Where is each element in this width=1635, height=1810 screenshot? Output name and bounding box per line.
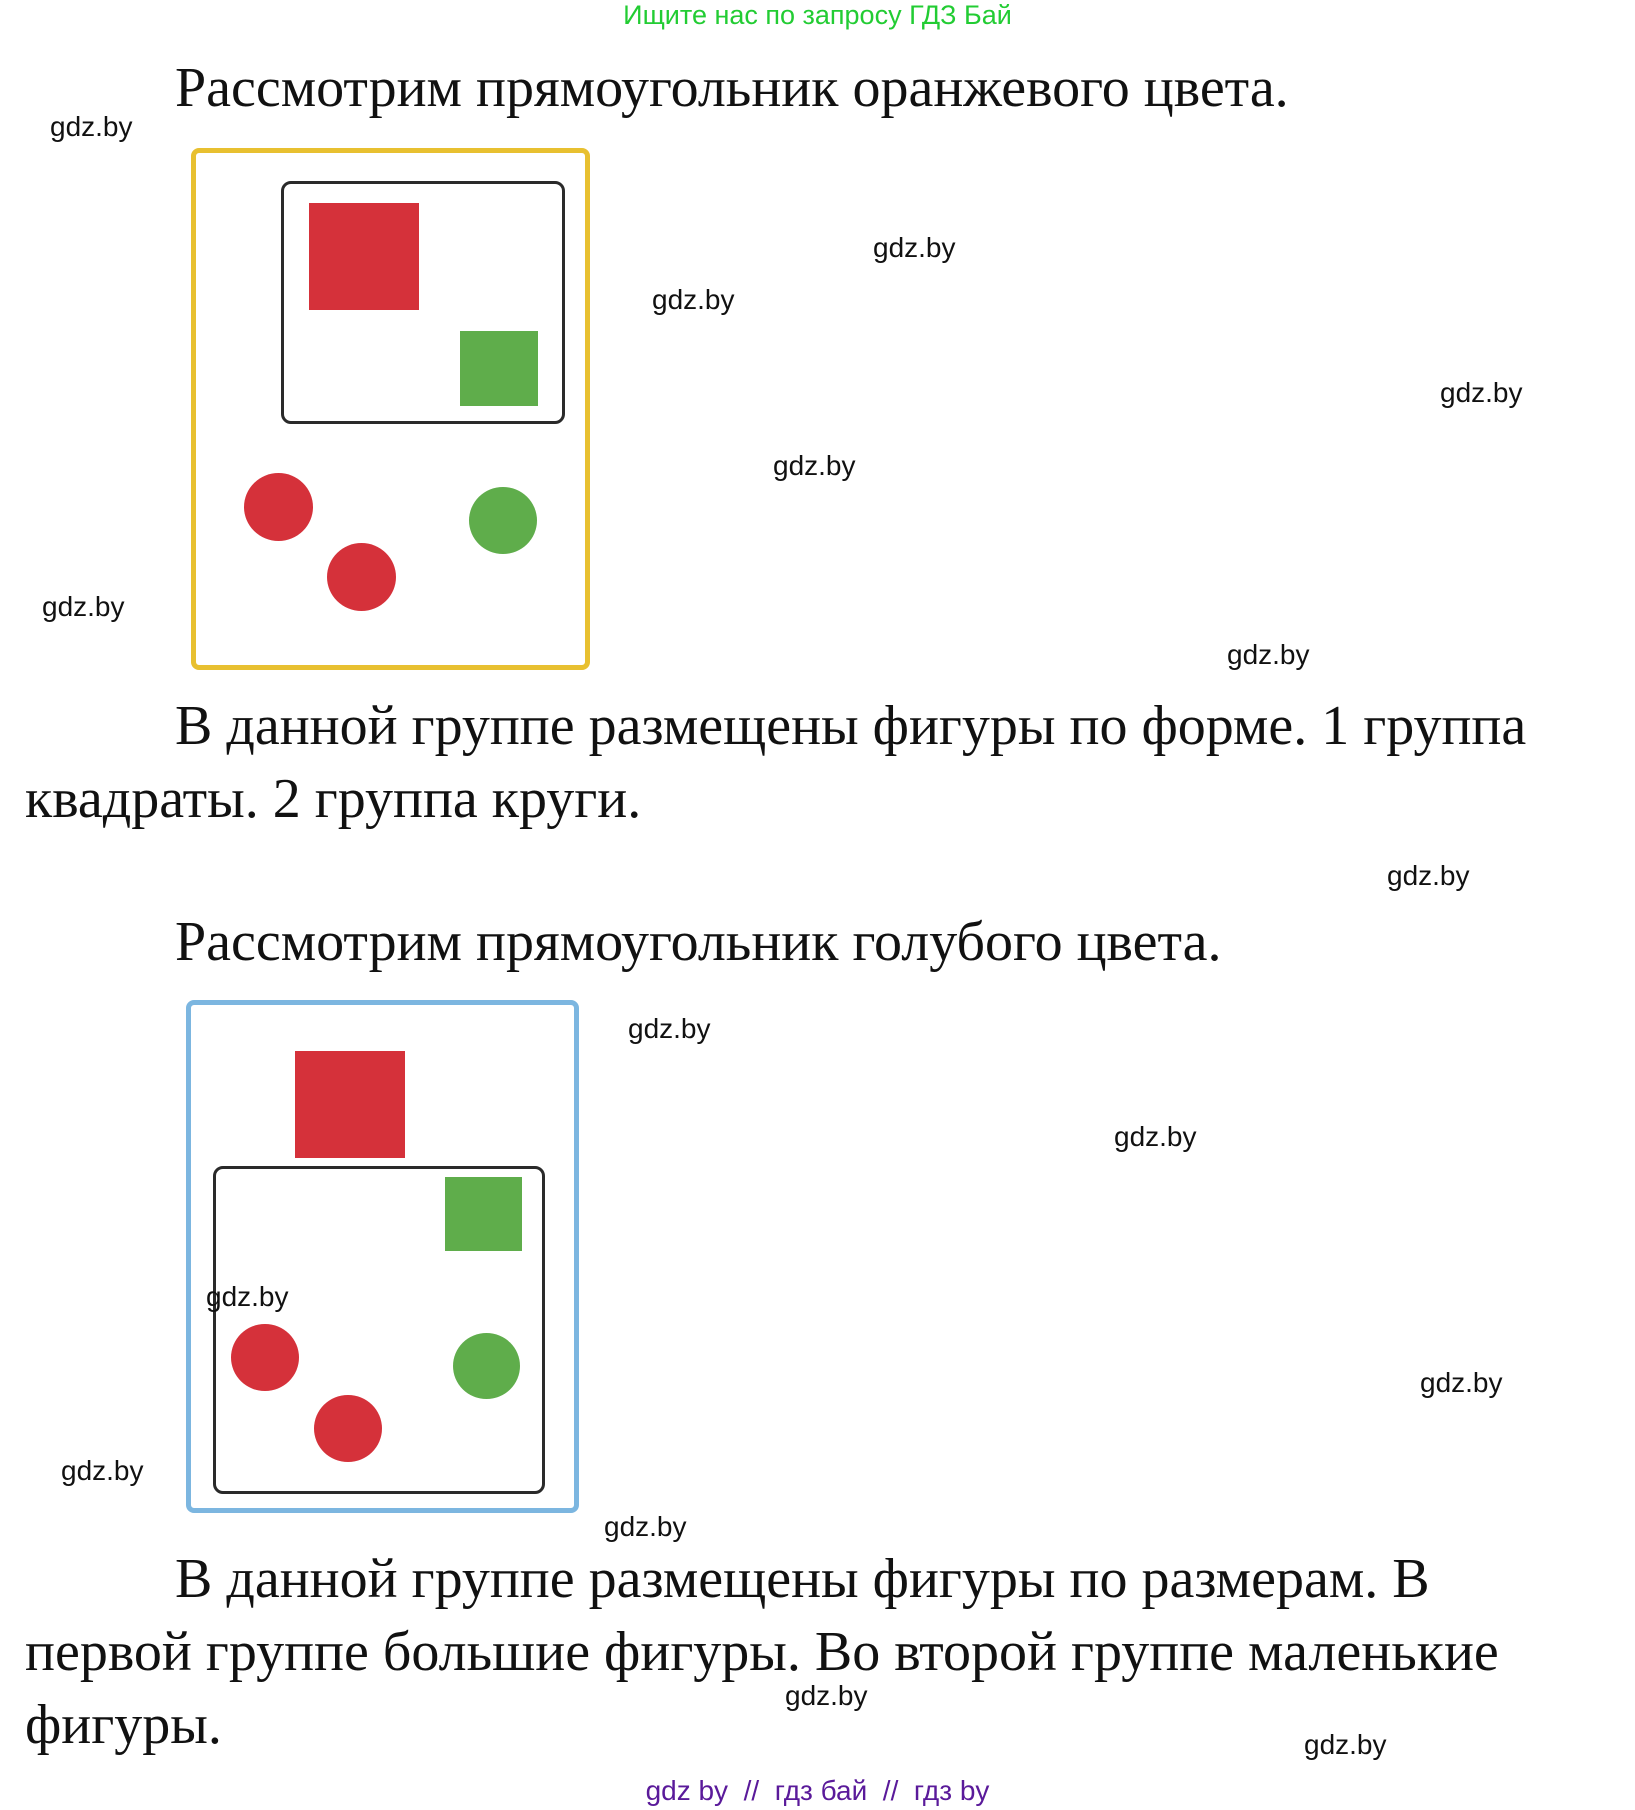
watermark: gdz.by [42, 591, 125, 622]
red-circle [314, 1395, 382, 1462]
explanation-line: квадраты. 2 группа круги. [25, 768, 642, 830]
big-red-square [295, 1051, 405, 1158]
red-circle [231, 1324, 299, 1391]
section1-explanation [25, 690, 1526, 836]
small-green-square [460, 331, 538, 406]
explanation-line: В данной группе размещены фигуры по форме. 1 группа [175, 695, 1527, 757]
watermark: gdz.by [61, 1455, 144, 1486]
section1-heading [25, 52, 1289, 125]
watermark: gdz.by [785, 1680, 868, 1711]
big-red-square [309, 203, 419, 310]
search-banner: Ищите нас по запросу ГДЗ Бай [623, 0, 1012, 30]
watermark: gdz.by [604, 1511, 687, 1542]
footer-links: gdz by // гдз бай // гдз by [645, 1775, 990, 1806]
section2-heading [25, 906, 1222, 979]
watermark: gdz.by [773, 450, 856, 481]
watermark: gdz.by [206, 1281, 289, 1312]
watermark: gdz.by [1440, 377, 1523, 408]
watermark: gdz.by [1304, 1729, 1387, 1760]
watermark: gdz.by [1387, 860, 1470, 891]
explanation-line: В данной группе размещены фигуры по размерам. В [175, 1548, 1430, 1610]
explanation-line: фигуры. [25, 1694, 222, 1756]
watermark: gdz.by [652, 284, 735, 315]
red-circle [327, 543, 396, 611]
red-circle [244, 473, 313, 541]
watermark: gdz.by [50, 111, 133, 142]
watermark: gdz.by [873, 232, 956, 263]
green-circle [453, 1333, 520, 1399]
watermark: gdz.by [1420, 1367, 1503, 1398]
section2-heading-text: Рассмотрим прямоугольник голубого цвета. [175, 911, 1222, 973]
green-circle [469, 487, 537, 554]
watermark: gdz.by [628, 1013, 711, 1044]
explanation-line: первой группе большие фигуры. Во второй группе маленькие [25, 1621, 1499, 1683]
section2-explanation [25, 1543, 1499, 1762]
section1-heading-text: Рассмотрим прямоугольник оранжевого цвета. [175, 57, 1289, 119]
small-green-square [445, 1177, 522, 1251]
watermark: gdz.by [1227, 639, 1310, 670]
watermark: gdz.by [1114, 1121, 1197, 1152]
